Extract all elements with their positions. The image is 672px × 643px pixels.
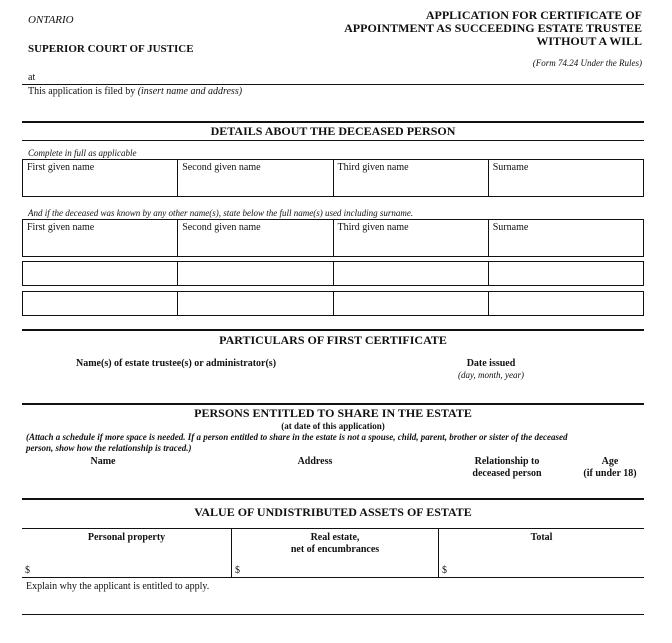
col-address: Address — [297, 456, 333, 467]
court-name: SUPERIOR COURT OF JUSTICE — [28, 43, 194, 55]
real-estate-label — [232, 532, 438, 556]
personal-property-field[interactable] — [22, 529, 231, 577]
total-label: Total — [530, 532, 553, 543]
form-title — [344, 9, 642, 48]
other-name-cell[interactable] — [177, 292, 332, 315]
filed-by-prefix: This application is filed by — [28, 86, 136, 97]
persons-note-line-1: (Attach a schedule if more space is needed. If a person entitled to share in the estate is not a spouse, child, parent, brother or sister of the deceased — [26, 432, 568, 442]
col-relationship-line-2: deceased person — [472, 468, 542, 479]
form-title-line-2: APPOINTMENT AS SUCCEEDING ESTATE TRUSTEE — [344, 21, 642, 35]
col-relationship-line-1: Relationship to — [474, 456, 540, 467]
divider — [22, 329, 644, 331]
persons-note — [26, 432, 656, 454]
other-name-grid-2 — [22, 261, 644, 286]
other-first-given-name-field[interactable]: First given name — [27, 222, 95, 233]
personal-property-label: Personal property — [87, 532, 166, 543]
other-second-given-name-field[interactable]: Second given name — [177, 220, 332, 256]
other-name-grid-1 — [22, 219, 644, 257]
third-given-name-field[interactable]: Third given name — [333, 160, 488, 196]
persons-note-line-2: person, show how the relationship is traced.) — [26, 443, 192, 453]
first-certificate-heading: PARTICULARS OF FIRST CERTIFICATE — [219, 333, 447, 347]
other-name-grid-3 — [22, 291, 644, 316]
real-estate-field[interactable] — [231, 529, 438, 577]
second-given-name-field[interactable]: Second given name — [177, 160, 332, 196]
real-estate-label-line-1: Real estate, — [310, 532, 360, 543]
other-name-cell[interactable] — [23, 292, 177, 315]
form-title-line-3: WITHOUT A WILL — [536, 34, 642, 48]
col-age-line-2: (if under 18) — [583, 468, 637, 479]
form-title-line-1: APPLICATION FOR CERTIFICATE OF — [425, 8, 642, 22]
real-estate-label-line-2: net of encumbrances — [290, 544, 380, 555]
province-label: ONTARIO — [28, 14, 74, 26]
trustee-names-label: Name(s) of estate trustee(s) or administrator(s) — [76, 358, 277, 369]
date-issued-label: Date issued — [466, 358, 516, 369]
filed-by-instruction: (insert name and address) — [137, 86, 243, 97]
assets-heading: VALUE OF UNDISTRIBUTED ASSETS OF ESTATE — [194, 505, 472, 519]
form-reference: (Form 74.24 Under the Rules) — [532, 58, 642, 68]
divider — [22, 140, 644, 141]
other-third-given-name-field[interactable]: Third given name — [333, 220, 488, 256]
other-name-cell[interactable] — [333, 292, 488, 315]
deceased-heading: DETAILS ABOUT THE DECEASED PERSON — [210, 124, 456, 138]
divider — [22, 121, 644, 123]
at-underline[interactable] — [22, 84, 644, 85]
other-name-cell[interactable] — [488, 292, 643, 315]
other-name-cell[interactable] — [23, 262, 177, 285]
persons-subheading: (at date of this application) — [281, 421, 385, 431]
currency-symbol: $ — [235, 565, 240, 576]
other-name-cell[interactable] — [488, 262, 643, 285]
explain-label: Explain why the applicant is entitled to apply. — [26, 581, 210, 592]
deceased-name-grid — [22, 159, 644, 197]
surname-field[interactable]: Surname — [488, 160, 643, 196]
other-surname-field[interactable]: Surname — [488, 220, 643, 256]
divider — [22, 498, 644, 500]
complete-note: Complete in full as applicable — [28, 148, 137, 158]
col-name: Name — [90, 456, 116, 467]
total-field[interactable] — [438, 529, 644, 577]
first-given-name-field[interactable]: First given name — [27, 162, 95, 173]
at-label: at — [28, 72, 36, 83]
currency-symbol: $ — [25, 565, 30, 576]
other-names-note: And if the deceased was known by any other name(s), state below the full name(s) used including surname. — [28, 208, 414, 218]
col-age — [575, 456, 645, 480]
filed-by-label — [28, 86, 242, 97]
persons-heading: PERSONS ENTITLED TO SHARE IN THE ESTATE — [194, 406, 472, 420]
other-name-cell[interactable] — [177, 262, 332, 285]
currency-symbol: $ — [442, 565, 447, 576]
assets-table — [22, 528, 644, 578]
other-name-cell[interactable] — [333, 262, 488, 285]
col-age-line-1: Age — [601, 456, 619, 467]
divider — [22, 403, 644, 405]
date-format-hint: (day, month, year) — [458, 370, 524, 380]
explain-underline[interactable] — [22, 614, 644, 615]
col-relationship — [462, 456, 552, 480]
